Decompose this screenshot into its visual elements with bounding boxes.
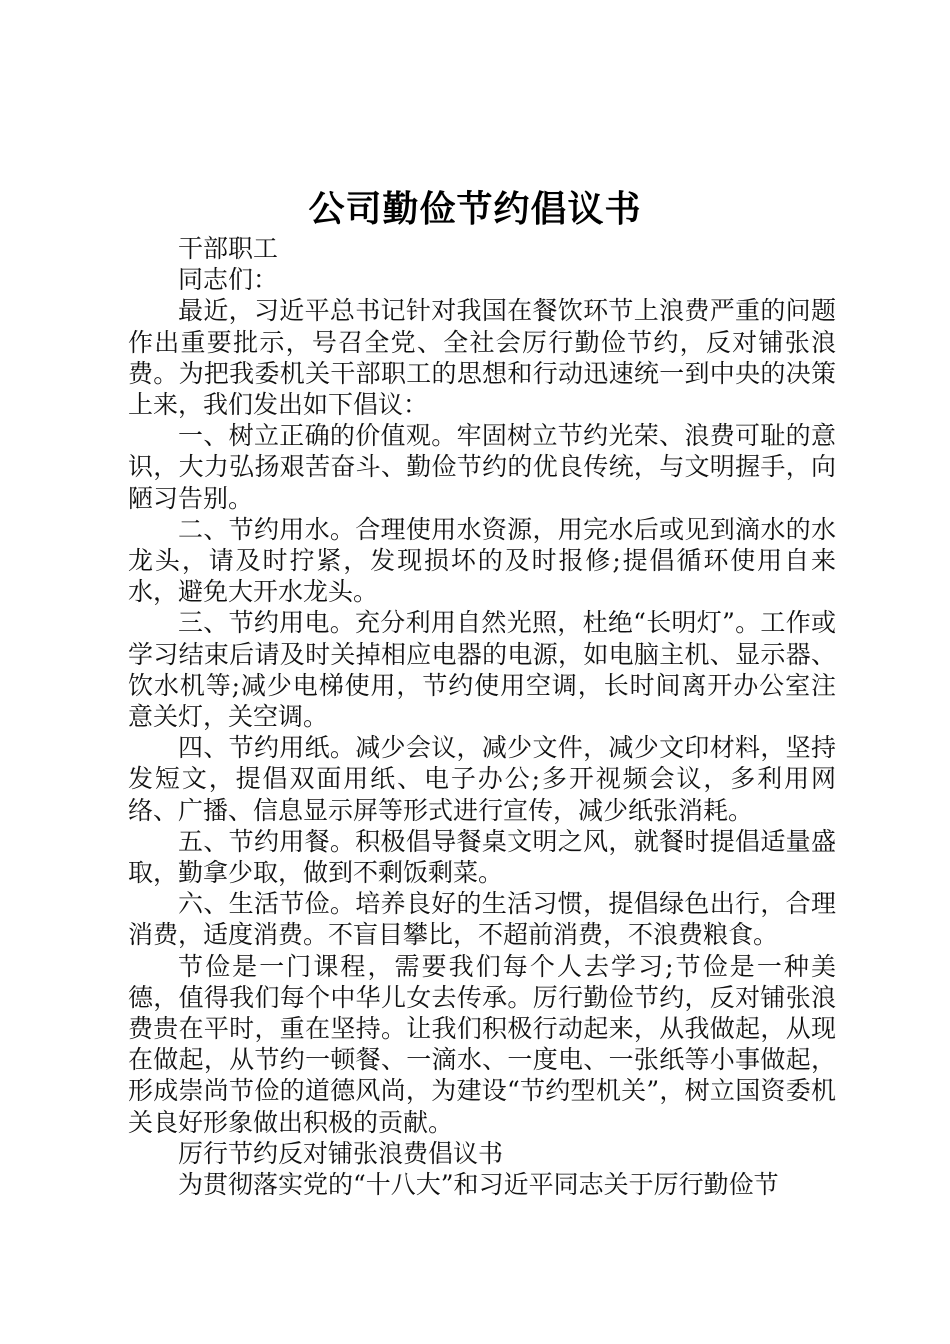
proposal-1-paragraph: 一、树立正确的价值观。牢固树立节约光荣、浪费可耻的意识，大力弘扬艰苦奋斗、勤俭节约的优良传统，与文明握手，向陋习告别。: [128, 421, 836, 513]
proposal-3-paragraph: 三、节约用电。充分利用自然光照，杜绝“长明灯”。工作或学习结束后请及时关掉相应电器的电源，如电脑主机、显示器、饮水机等;减少电梯使用，节约使用空调，长时间离开办公室注意关灯，关空调。: [128, 608, 836, 732]
salutation-greeting: 同志们：: [178, 265, 279, 295]
proposal-2-paragraph: 二、节约用水。合理使用水资源，用完水后或见到滴水的水龙头，请及时拧紧，发现损坏的及时报修;提倡循环使用自来水，避免大开水龙头。: [128, 514, 836, 607]
proposal-5-paragraph: 五、节约用餐。积极倡导餐桌文明之风，就餐时提倡适量盛取，勤拿少取，做到不剩饭剩菜。: [128, 826, 836, 888]
closing-paragraph: 节俭是一门课程，需要我们每个人去学习;节俭是一种美德，值得我们每个中华儿女去传承。厉行勤俭节约，反对铺张浪费贵在平时，重在坚持。让我们积极行动起来，从我做起，从现在做起，从节约一顿餐、一滴水、一度电、一张纸等小事做起，形成崇尚节俭的道德风尚，为建设“节约型机关”，树立国资委机关良好形象做出积极的贡献。: [128, 951, 836, 1137]
salutation-recipients: 干部职工: [178, 234, 279, 263]
second-document-opening: 为贯彻落实党的“十八大”和习近平同志关于厉行勤俭节: [178, 1170, 779, 1200]
document-title: 公司勤俭节约倡议书: [308, 188, 642, 230]
document-body: [128, 233, 836, 1200]
proposal-4-paragraph: 四、节约用纸。减少会议，减少文件，减少文印材料，坚持发短文，提倡双面用纸、电子办公;多开视频会议，多利用网络、广播、信息显示屏等形式进行宣传，减少纸张消耗。: [128, 733, 836, 825]
proposal-6-paragraph: 六、生活节俭。培养良好的生活习惯，提倡绿色出行，合理消费，适度消费。不盲目攀比，不超前消费，不浪费粮食。: [128, 889, 836, 950]
intro-paragraph: 最近，习近平总书记针对我国在餐饮环节上浪费严重的问题作出重要批示，号召全党、全社会厉行勤俭节约，反对铺张浪费。为把我委机关干部职工的思想和行动迅速统一到中央的决策上来，我们发出如下倡议：: [128, 296, 836, 420]
second-document-heading: 厉行节约反对铺张浪费倡议书: [178, 1138, 504, 1168]
